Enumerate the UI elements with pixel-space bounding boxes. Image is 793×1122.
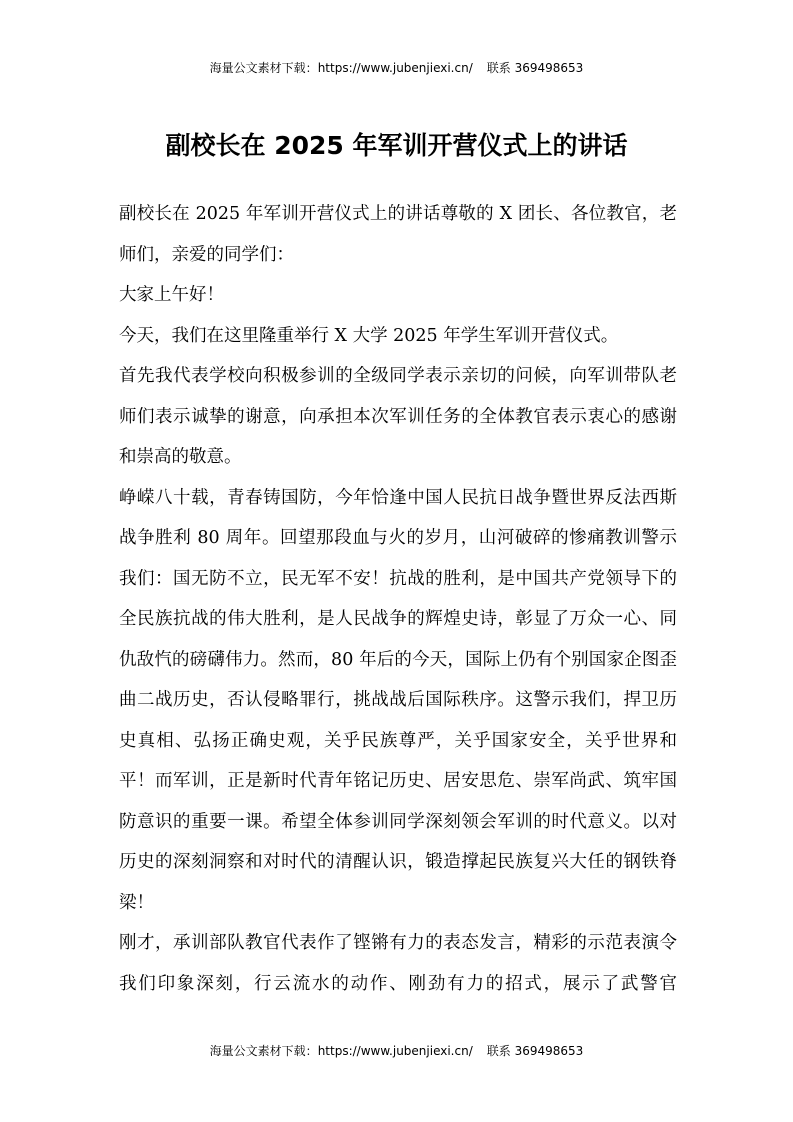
header-contact-label: 联系 [486, 61, 511, 75]
paragraph-demonstration: 刚才，承训部队教官代表作了铿锵有力的表态发言，精彩的示范表演令我们印象深刻，行云流水的动作、刚劲有力的招式，展示了武警官 [119, 933, 677, 994]
footer-url-link[interactable]: https://www.jubenjiexi.cn/ [317, 1044, 473, 1058]
header-url-link[interactable]: https://www.jubenjiexi.cn/ [317, 61, 473, 75]
header-contact-number: 369498653 [514, 61, 584, 75]
document-body [119, 194, 677, 1004]
page-header [0, 59, 793, 76]
footer-contact-number: 369498653 [514, 1044, 584, 1058]
paragraph-opening: 今天，我们在这里隆重举行 X 大学 2025 年学生军训开营仪式。 [119, 325, 619, 346]
paragraph-greeting: 大家上午好！ [119, 285, 224, 305]
page-footer [0, 1042, 793, 1059]
footer-contact-label: 联系 [486, 1044, 511, 1058]
document-title: 副校长在 2025 年军训开营仪式上的讲话 [165, 131, 628, 160]
header-download-label: 海量公文素材下载： [209, 61, 318, 75]
paragraph-history: 峥嵘八十载，青春铸国防，今年恰逢中国人民抗日战争暨世界反法西斯战争胜利 80 周年。回望那段血与火的岁月，山河破碎的惨痛教训警示我们：国无防不立，民无军不安！抗战的胜利，是中国共产党领导下的全民族抗战的伟大胜利，是人民战争的辉煌史诗，彰显了万众一心、同仇敌忾的磅礴伟力。然而，80 年后的今天，国际上仍有个别国家企图歪曲二战历史，否认侵略罪行，挑战战后国际秩序。这警示我们，捍卫历史真相、弘扬正确史观，关乎民族尊严，关乎国家安全，关乎世界和平！而军训，正是新时代青年铭记历史、居安思危、崇军尚武、筑牢国防意识的重要一课。希望全体参训同学深刻领会军训的时代意义。以对历史的深刻洞察和对时代的清醒认识，锻造撑起民族复兴大任的钢铁脊梁！ [119, 487, 677, 913]
paragraph-thanks: 首先我代表学校向积极参训的全级同学表示亲切的问候，向军训带队老师们表示诚挚的谢意，向承担本次军训任务的全体教官表示衷心的感谢和崇高的敬意。 [119, 366, 677, 467]
paragraph-salutation: 副校长在 2025 年军训开营仪式上的讲话尊敬的 X 团长、各位教官，老师们，亲爱的同学们： [119, 204, 677, 265]
footer-download-label: 海量公文素材下载： [209, 1044, 318, 1058]
